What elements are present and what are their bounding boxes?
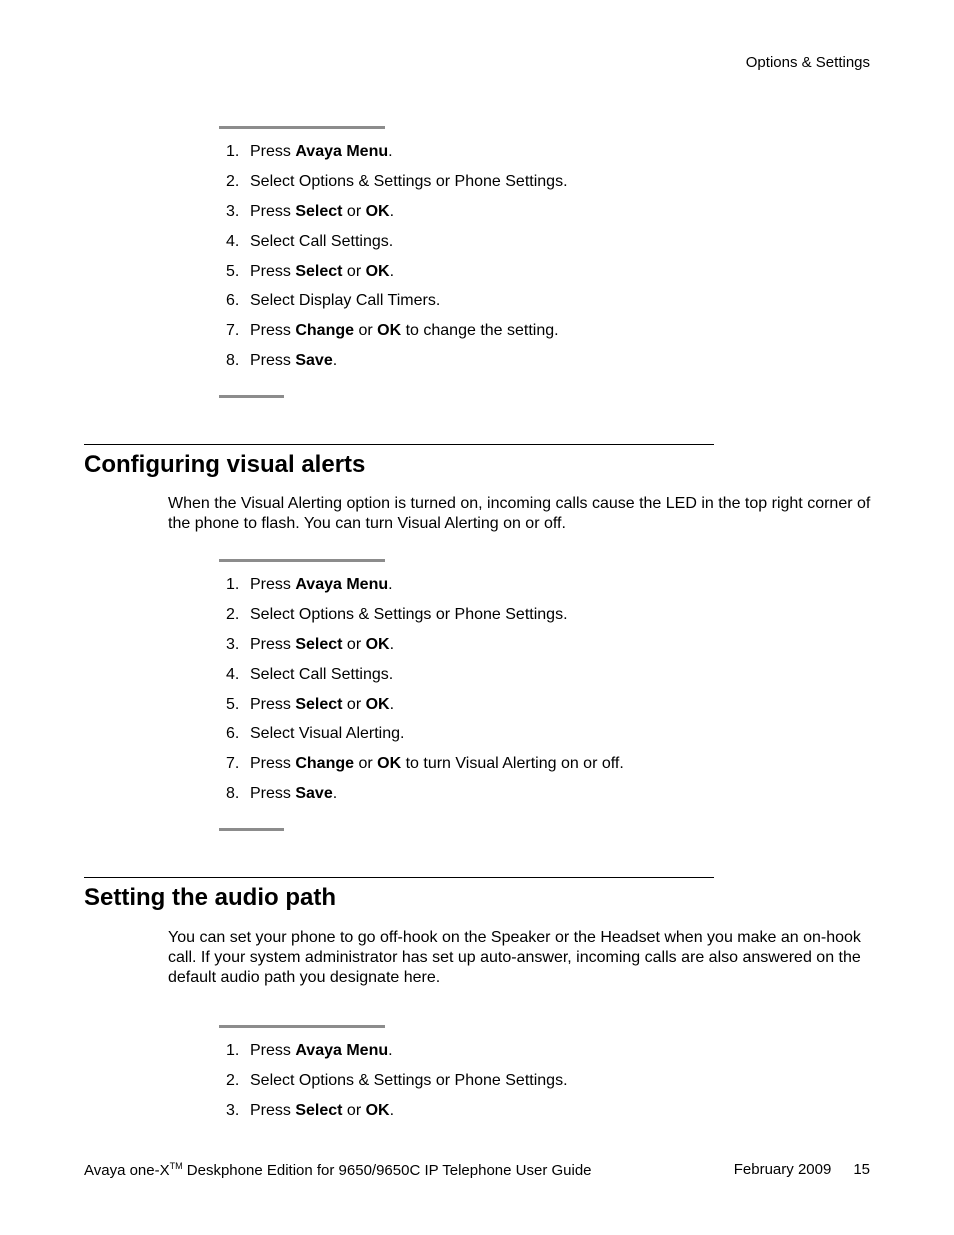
procedure-step: [226, 321, 568, 351]
procedure-step: [226, 754, 624, 784]
procedure-step: [226, 142, 568, 172]
procedure-step: [226, 1041, 568, 1071]
ui-term: Avaya Menu: [295, 143, 389, 160]
procedure-step: [226, 665, 624, 695]
step-text: or: [342, 695, 366, 713]
footer-title-suffix: Deskphone Edition for 9650/9650C IP Telephone User Guide: [182, 1162, 592, 1179]
step-text: .: [389, 202, 395, 220]
ui-term: Select: [295, 635, 343, 653]
procedure-step: [226, 1071, 568, 1101]
step-number: 2.: [226, 172, 240, 190]
procedure-step: [226, 724, 624, 754]
step-number: 7.: [226, 322, 240, 340]
procedure-steps-display-timers: [226, 142, 568, 381]
ui-term: OK: [365, 262, 390, 280]
procedure-steps-visual-alerts: [226, 575, 624, 814]
step-text: .: [332, 352, 338, 370]
ui-term: Save: [295, 785, 333, 803]
step-number: 6.: [226, 725, 240, 743]
procedure-step: [226, 232, 568, 262]
step-text: to change the setting.: [401, 322, 559, 340]
step-number: 2.: [226, 605, 240, 623]
step-text: Press: [250, 352, 296, 370]
procedure-start-rule: [219, 1025, 385, 1028]
step-text: Press: [250, 576, 296, 593]
step-text: .: [389, 1101, 395, 1119]
step-number: 3.: [226, 202, 240, 220]
ui-term: Save: [295, 352, 333, 370]
ui-term: Avaya Menu: [295, 1042, 389, 1059]
ui-term: OK: [365, 695, 390, 713]
ui-term: OK: [377, 322, 402, 340]
step-number: 3.: [226, 635, 240, 653]
step-text: Press: [250, 202, 296, 220]
procedure-step: [226, 291, 568, 321]
procedure-step: [226, 695, 624, 725]
ui-term: Change: [295, 755, 355, 773]
section-intro-visual-alerts: When the Visual Alerting option is turned on, incoming calls cause the LED in the top right corner of the phone to flash. You can turn Visual Alerting on or off.: [168, 495, 871, 532]
step-number: 5.: [226, 695, 240, 713]
step-text: .: [388, 1042, 393, 1059]
procedure-step: [226, 202, 568, 232]
step-text: to turn Visual Alerting on or off.: [401, 755, 624, 773]
step-number: 1.: [226, 1042, 240, 1059]
step-text: or: [342, 202, 366, 220]
ui-term: OK: [365, 1101, 390, 1119]
ui-term: Change: [295, 322, 355, 340]
step-text: Press: [250, 322, 296, 340]
procedure-step: [226, 351, 568, 381]
page-number: 15: [853, 1161, 870, 1178]
ui-term: Avaya Menu: [295, 576, 389, 593]
step-number: 8.: [226, 352, 240, 370]
section-title-audio-path: Setting the audio path: [84, 884, 336, 911]
step-text: Press: [250, 695, 296, 713]
procedure-steps-audio-path: [226, 1041, 568, 1131]
step-text: .: [389, 695, 395, 713]
procedure-step: [226, 172, 568, 202]
running-header: Options & Settings: [745, 54, 870, 71]
step-text: or: [354, 322, 378, 340]
section-intro-audio-path: You can set your phone to go off-hook on the Speaker or the Headset when you make an on-hook call. If your system administrator has set up auto-answer, incoming calls are also answered on the default audio path you designate here.: [168, 929, 861, 986]
ui-term: Select: [295, 1101, 343, 1119]
step-text: .: [388, 576, 393, 593]
step-text: Press: [250, 143, 296, 160]
step-text: Select Display Call Timers.: [250, 292, 441, 310]
step-text: or: [342, 262, 366, 280]
step-number: 1.: [226, 576, 240, 593]
ui-term: Select: [295, 262, 343, 280]
step-text: or: [354, 755, 378, 773]
step-text: Press: [250, 785, 296, 803]
step-text: .: [389, 262, 395, 280]
step-text: Select Options & Settings or Phone Settings.: [250, 605, 568, 623]
ui-term: Select: [295, 202, 343, 220]
step-text: Press: [250, 1101, 296, 1119]
step-text: or: [342, 1101, 366, 1119]
footer-document-title: [84, 1161, 592, 1179]
step-text: .: [332, 785, 338, 803]
step-text: Press: [250, 262, 296, 280]
procedure-step: [226, 262, 568, 292]
section-rule: [84, 444, 714, 445]
procedure-step: [226, 784, 624, 814]
step-text: or: [342, 635, 366, 653]
procedure-step: [226, 1101, 568, 1131]
step-text: Select Options & Settings or Phone Settings.: [250, 1071, 568, 1089]
trademark-mark: TM: [169, 1161, 183, 1171]
step-text: Press: [250, 755, 296, 773]
step-text: Select Call Settings.: [250, 665, 394, 683]
procedure-step: [226, 605, 624, 635]
step-text: Press: [250, 635, 296, 653]
ui-term: OK: [365, 635, 390, 653]
section-title-visual-alerts: Configuring visual alerts: [84, 451, 366, 478]
ui-term: Select: [295, 695, 343, 713]
procedure-end-rule: [219, 828, 284, 831]
section-rule: [84, 877, 714, 878]
step-text: Select Visual Alerting.: [250, 725, 405, 743]
step-number: 2.: [226, 1071, 240, 1089]
step-text: Press: [250, 1042, 296, 1059]
procedure-step: [226, 635, 624, 665]
step-text: Select Options & Settings or Phone Settings.: [250, 172, 568, 190]
ui-term: OK: [365, 202, 390, 220]
step-text: Select Call Settings.: [250, 232, 394, 250]
footer-title-prefix: Avaya one-X: [84, 1162, 170, 1179]
step-number: 3.: [226, 1101, 240, 1119]
step-text: .: [389, 635, 395, 653]
step-number: 1.: [226, 143, 240, 160]
step-number: 6.: [226, 292, 240, 310]
procedure-end-rule: [219, 395, 284, 398]
step-number: 4.: [226, 665, 240, 683]
procedure-step: [226, 575, 624, 605]
step-text: .: [388, 143, 393, 160]
step-number: 5.: [226, 262, 240, 280]
procedure-start-rule: [219, 126, 385, 129]
ui-term: OK: [377, 755, 402, 773]
step-number: 4.: [226, 232, 240, 250]
step-number: 8.: [226, 785, 240, 803]
footer-date: February 2009: [733, 1161, 832, 1178]
procedure-start-rule: [219, 559, 385, 562]
footer-meta: [734, 1161, 870, 1178]
step-number: 7.: [226, 755, 240, 773]
